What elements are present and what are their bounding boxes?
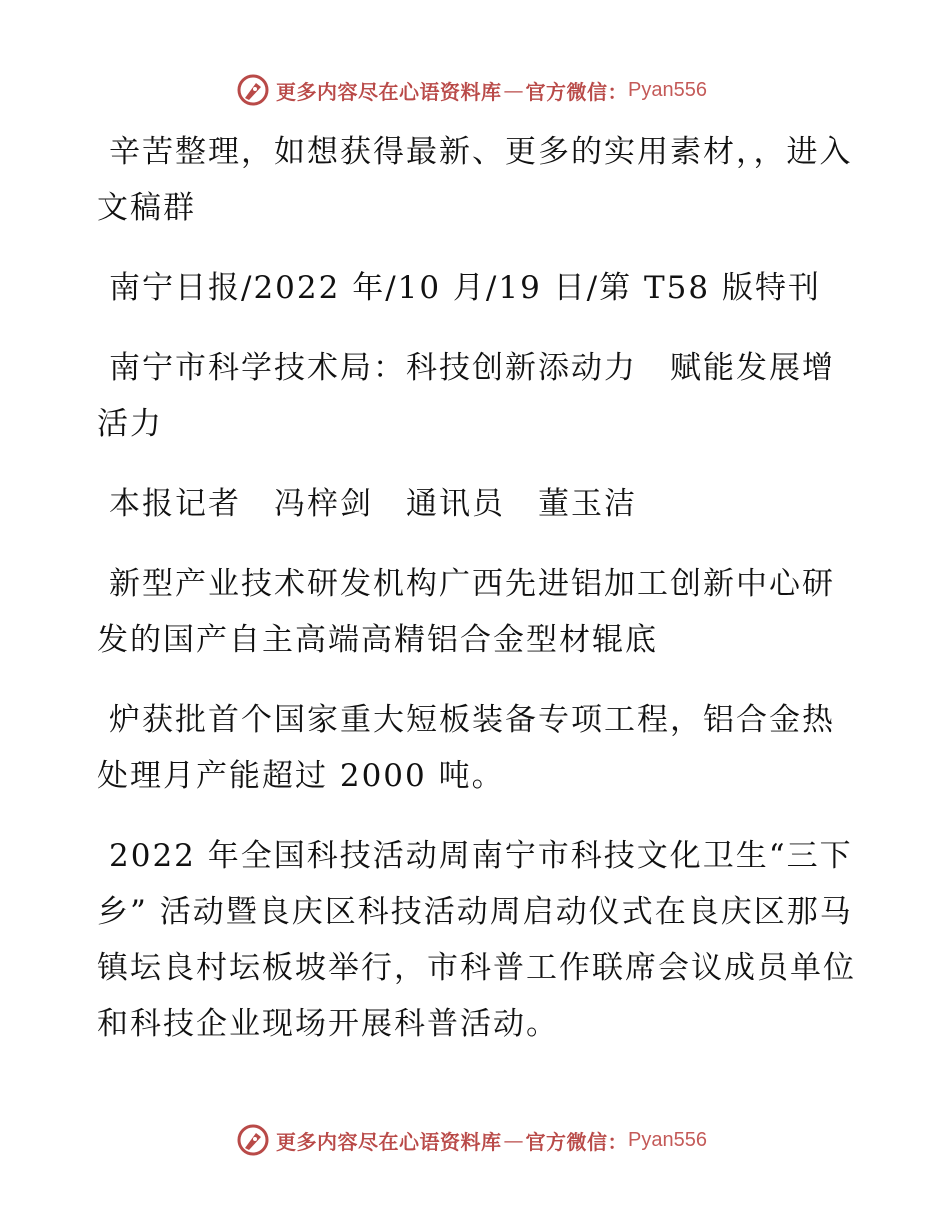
paragraph-body-2: 炉获批首个国家重大短板装备专项工程，铝合金热处理月产能超过 2000 吨。 [97, 702, 835, 794]
pen-nib-circle-icon [236, 73, 270, 107]
paragraph-body-1: 新型产业技术研发机构广西先进铝加工创新中心研发的国产自主高端高精铝合金型材辊底 [97, 566, 835, 658]
banner-text: 更多内容尽在心语资料库 [276, 1129, 502, 1154]
banner-separator: — [503, 78, 524, 102]
wechat-label: 官方微信： [525, 79, 628, 104]
header-banner [236, 72, 707, 108]
wechat-id: Pyan556 [628, 78, 707, 101]
wechat-label: 官方微信： [525, 1129, 628, 1154]
byline: 本报记者 冯梓剑 通讯员 董玉洁 [109, 486, 637, 522]
paragraph-intro: 辛苦整理，如想获得最新、更多的实用素材，，进入文稿群 [97, 134, 853, 226]
paragraph-body-3: 2022 年全国科技活动周南宁市科技文化卫生“三下乡” 活动暨良庆区科技活动周启动仪式在良庆区那马镇坛良村坛板坡举行，市科普工作联席会议成员单位和科技企业现场开展科普活动。 [97, 838, 856, 1042]
wechat-id: Pyan556 [628, 1128, 707, 1151]
banner-separator: — [503, 1128, 524, 1152]
paragraph-source: 南宁日报/2022 年/10 月/19 日/第 T58 版特刊 [109, 270, 821, 306]
pen-nib-circle-icon [236, 1123, 270, 1157]
banner-text: 更多内容尽在心语资料库 [276, 79, 502, 104]
footer-banner [236, 1122, 707, 1158]
document-body [97, 124, 857, 1076]
article-title: 南宁市科学技术局：科技创新添动力 赋能发展增活力 [97, 350, 835, 442]
